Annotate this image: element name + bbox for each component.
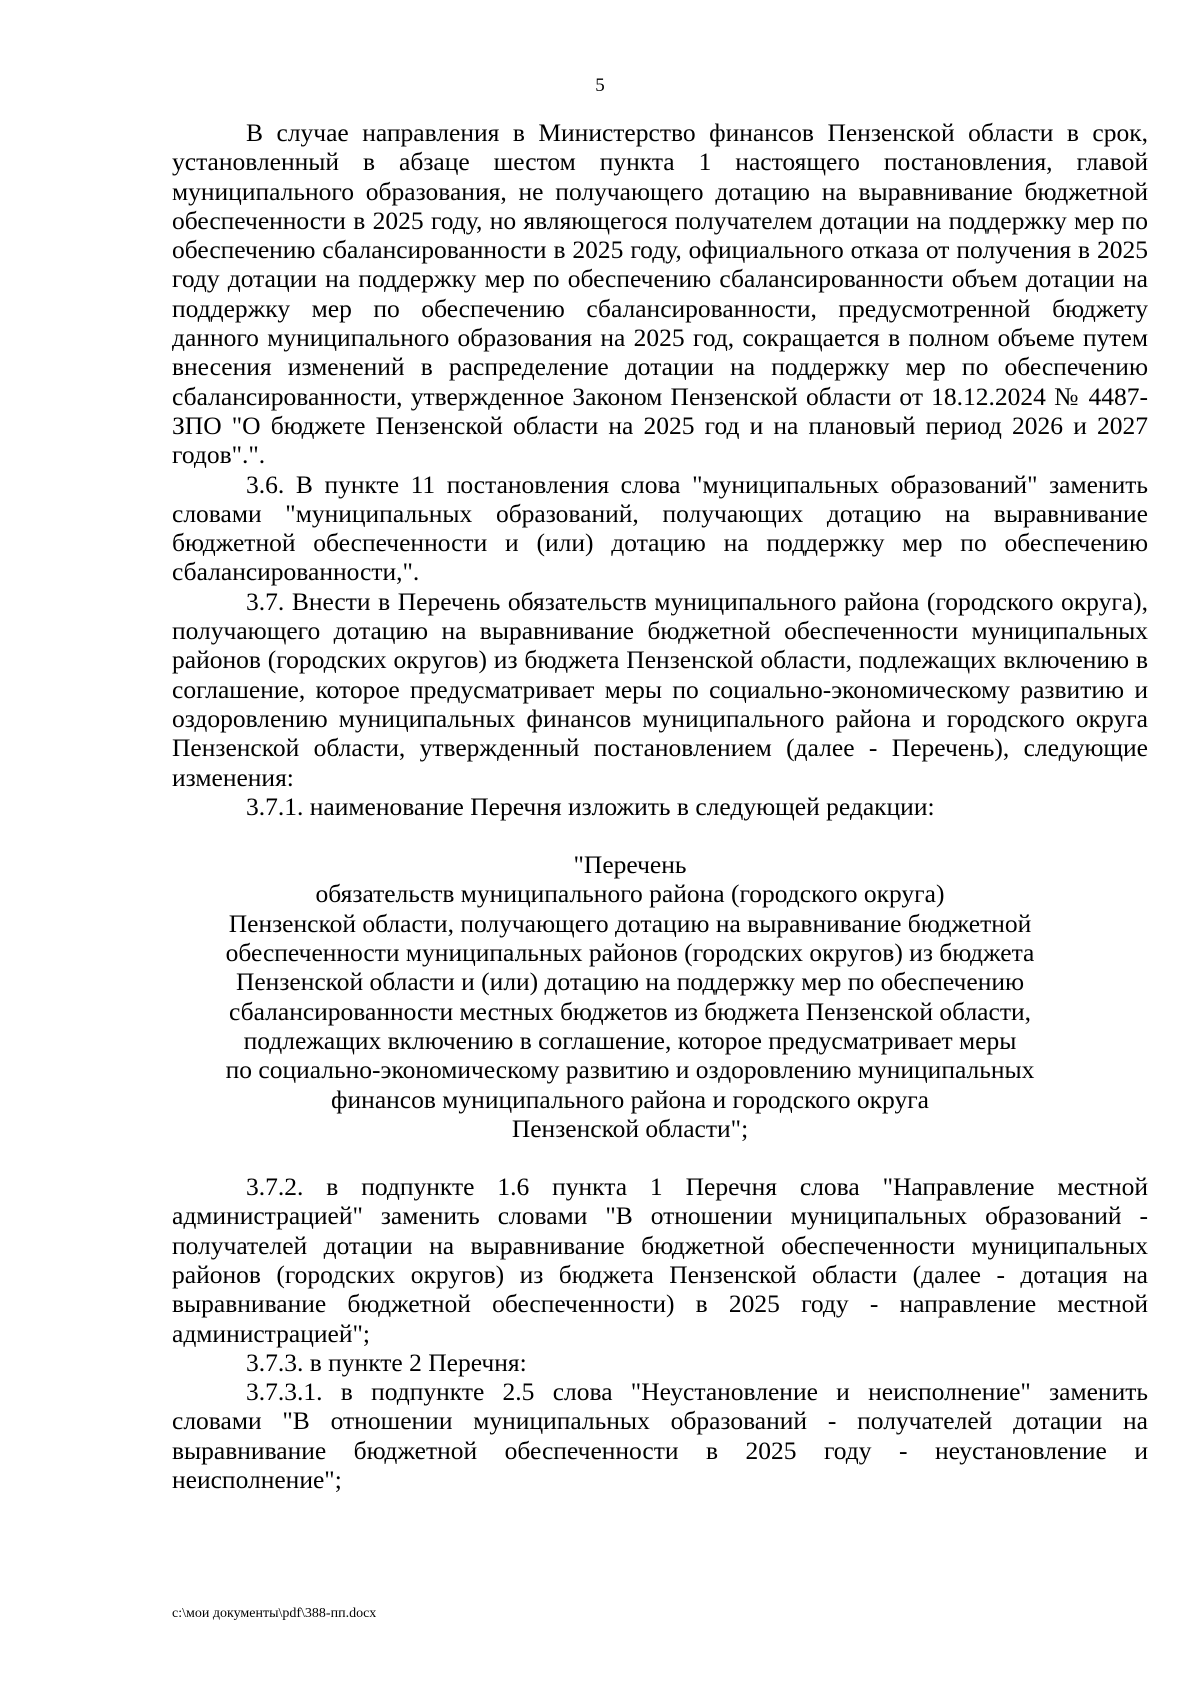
title-line: Пензенской области и (или) дотацию на поддержку мер по обеспечению <box>235 967 1025 997</box>
list-title-block <box>172 850 1148 1143</box>
title-line: подлежащих включению в соглашение, которое предусматривает меры <box>243 1025 1017 1055</box>
paragraph-3-7-1: 3.7.1. наименование Перечня изложить в следующей редакции: <box>246 791 935 821</box>
title-line: "Перечень <box>573 850 687 880</box>
page-number: 5 <box>595 75 605 96</box>
title-line: сбалансированности местных бюджетов из бюджета Пензенской области, <box>229 996 1031 1026</box>
title-line: обязательств муниципального района (городского округа) <box>315 879 945 909</box>
title-line: финансов муниципального района и городского округа <box>331 1084 929 1114</box>
paragraph-3-7: 3.7. Внести в Перечень обязательств муниципального района (городского округа), получающего дотацию на выравнивание бюджетной обеспеченности муниципальных районов (городских округов) из бюджета Пензенской области, подлежащих включению в соглашение, которое предусматривает меры по социально-экономическому развитию и оздоровлению муниципальных финансов муниципального района и городского округа Пензенской области, утвержденный постановлением (далее - Перечень), следующие изменения: <box>172 586 1148 792</box>
title-line: Пензенской области"; <box>511 1113 749 1143</box>
paragraph-3-6: 3.6. В пункте 11 постановления слова "муниципальных образований" заменить словами "муниципальных образований, получающих дотацию на выравнивание бюджетной обеспеченности и (или) дотацию на поддержку мер по обеспечению сбалансированности,". <box>172 469 1148 587</box>
paragraph-dotation-refusal: В случае направления в Министерство финансов Пензенской области в срок, установленный в абзаце шестом пункта 1 настоящего постановления, главой муниципального образования, не получающего дотацию на выравнивание бюджетной обеспеченности в 2025 году, но являющегося получателем дотации на поддержку мер по обеспечению сбалансированности в 2025 году, официального отказа от получения в 2025 году дотации на поддержку мер по обеспечению сбалансированности объем дотации на поддержку мер по обеспечению сбалансированности, предусмотренной бюджету данного муниципального образования на 2025 год, сокращается в полном объеме путем внесения изменений в распределение дотации на поддержку мер по обеспечению сбалансированности, утвержденное Законом Пензенской области от 18.12.2024 № 4487-ЗПО "О бюджете Пензенской области на 2025 год и на плановый период 2026 и 2027 годов".". <box>172 118 1148 470</box>
paragraph-3-7-2: 3.7.2. в подпункте 1.6 пункта 1 Перечня слова "Направление местной администрацией" заменить словами "В отношении муниципальных образований - получателей дотации на выравнивание бюджетной обеспеченности муниципальных районов (городских округов) из бюджета Пензенской области (далее - дотация на выравнивание бюджетной обеспеченности) в 2025 году - направление местной администрацией"; <box>172 1172 1148 1348</box>
title-line: обеспеченности муниципальных районов (городских округов) из бюджета <box>225 938 1035 968</box>
document-body <box>172 118 1148 1494</box>
paragraph-3-7-3-1: 3.7.3.1. в подпункте 2.5 слова "Неустановление и неисполнение" заменить словами "В отношении муниципальных образований - получателей дотации на выравнивание бюджетной обеспеченности в 2025 году - неустановление и неисполнение"; <box>172 1377 1148 1495</box>
footer-file-path: c:\мои документы\pdf\388-пп.docx <box>172 1606 377 1621</box>
paragraph-3-7-3: 3.7.3. в пункте 2 Перечня: <box>246 1347 527 1377</box>
title-line: Пензенской области, получающего дотацию на выравнивание бюджетной <box>228 908 1032 938</box>
title-line: по социально-экономическому развитию и оздоровлению муниципальных <box>225 1055 1035 1085</box>
